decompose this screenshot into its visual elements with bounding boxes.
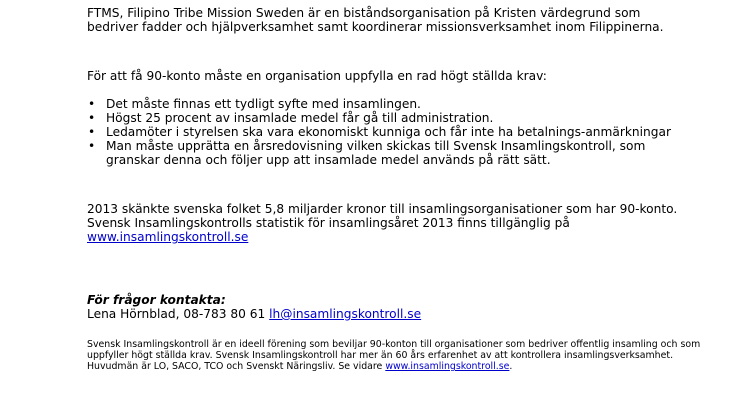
footer-text: Svensk Insamlingskontroll är en ideell förening som beviljar 90-konton till organisationer som bedriver offentlig insamling och som uppfyller högt ställda krav. Svensk Insamlingskontroll har mer än 60 års erfarenhet av att kontrollera insamlingsverksamhet. Huvudmän är LO, SACO, TCO och Svenskt Näringsliv. Se vidare (87, 339, 701, 372)
statistics-text: 2013 skänkte svenska folket 5,8 miljarder kronor till insamlingsorganisationer som har 90-konto. Svensk Insamlingskontrolls statistik för insamlingsåret 2013 finns tillgänglig på (87, 202, 678, 230)
intro-paragraph: FTMS, Filipino Tribe Mission Sweden är en biståndsorganisation på Kristen värdegrund som bedriver fadder och hjälpverksamhet samt koordinerar missionsverksamhet inom Filippinerna. (87, 6, 664, 34)
list-item: • Man måste upprätta en årsredovisning vilken skickas till Svensk Insamlingskontroll, som granskar denna och följer upp att insamlade medel används på rätt sätt. (87, 139, 687, 167)
requirements-lead: För att få 90-konto måste en organisation uppfylla en rad högt ställda krav: (87, 69, 547, 83)
contact-person: Lena Hörnblad, 08-783 80 61 (87, 307, 266, 321)
contact-line (87, 307, 421, 321)
footer-link[interactable]: www.insamlingskontroll.se (385, 361, 510, 372)
list-item: • Det måste finnas ett tydligt syfte med insamlingen. (87, 97, 687, 111)
list-item: • Högst 25 procent av insamlade medel får gå till administration. (87, 111, 687, 125)
statistics-paragraph (87, 202, 687, 244)
contact-email-link[interactable]: lh@insamlingskontroll.se (269, 307, 422, 321)
footer-paragraph (87, 339, 707, 372)
footer-end: . (509, 361, 513, 372)
list-item: • Ledamöter i styrelsen ska vara ekonomiskt kunniga och får inte ha betalnings-anmärkningar (87, 125, 687, 139)
requirements-list (87, 97, 687, 167)
contact-heading: För frågor kontakta: (87, 293, 226, 307)
statistics-link[interactable]: www.insamlingskontroll.se (87, 230, 249, 244)
